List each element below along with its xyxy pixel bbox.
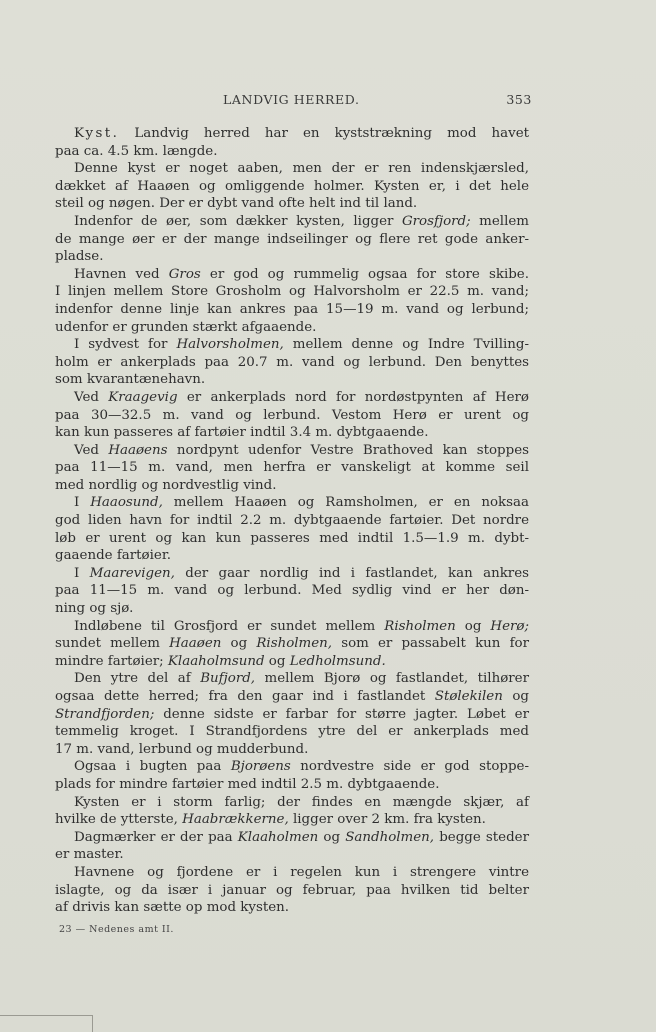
- text-run: som er passabelt kun for: [332, 636, 530, 652]
- text-run: mindre fartøier;: [55, 653, 168, 669]
- text-line: [55, 723, 529, 741]
- text-line: [55, 125, 529, 143]
- italic-place-name: Halvorsholmen,: [176, 337, 284, 353]
- text-run: denne sidste er farbar for større jagter. Løbet er: [154, 706, 529, 722]
- text-run: hvilke de ytterste,: [55, 812, 183, 828]
- text-line: [55, 565, 529, 583]
- text-line: [55, 477, 529, 495]
- text-line: [55, 653, 529, 671]
- text-line: [55, 424, 529, 442]
- text-line: [55, 882, 529, 900]
- text-line: [55, 512, 529, 530]
- text-line: [55, 811, 529, 829]
- page-number: 353: [506, 92, 532, 107]
- text-line: [55, 143, 529, 161]
- text-line: [55, 829, 529, 847]
- text-run: paa 30—32.5 m. vand og lerbund. Vestom Herø er urent og: [55, 407, 529, 423]
- text-run: Ved: [74, 389, 109, 405]
- text-run: Indløbene til Grosfjord er sundet mellem: [74, 618, 385, 634]
- text-line: [55, 442, 529, 460]
- text-run: Den ytre del af: [74, 671, 201, 687]
- text-line: [55, 213, 529, 231]
- text-line: [55, 582, 529, 600]
- text-run: temmelig kroget. I Strandfjordens ytre del er ankerplads med: [55, 724, 529, 740]
- text-run: af drivis kan sætte op mod kysten.: [55, 900, 290, 916]
- text-run: Ved: [74, 442, 109, 458]
- text-line: [55, 371, 529, 389]
- italic-place-name: Maarevigen,: [89, 565, 175, 581]
- text-run: gaaende fartøier.: [55, 548, 172, 564]
- text-run: mellem Haaøen og Ramsholmen, er en noksaa: [162, 495, 529, 511]
- text-run: Havnen ved: [74, 266, 169, 282]
- text-run: og: [455, 618, 491, 634]
- italic-place-name: Haaøen: [169, 636, 222, 652]
- text-line: [55, 864, 529, 882]
- italic-place-name: Bufjord,: [200, 671, 256, 687]
- text-line: [55, 530, 529, 548]
- text-run: I sydvest for: [74, 337, 177, 353]
- text-run: ning og sjø.: [55, 601, 134, 617]
- text-run: nordvestre side er god stoppe-: [290, 759, 530, 775]
- text-line: [55, 160, 529, 178]
- italic-place-name: Kraagevig: [108, 389, 178, 405]
- text-run: I: [74, 495, 91, 511]
- italic-place-name: Risholmen: [384, 618, 456, 634]
- text-run: ligger over 2 km. fra kysten.: [288, 812, 486, 828]
- text-line: [55, 319, 529, 337]
- text-run: med nordlig og nordvestlig vind.: [55, 477, 277, 493]
- italic-place-name: Sandholmen,: [345, 829, 435, 845]
- text-run: de mange øer er der mange indseilinger og flere ret gode anker-: [55, 231, 529, 247]
- text-run: plads for mindre fartøier med indtil 2.5 m. dybtgaaende.: [55, 776, 440, 792]
- text-run: Kyst.: [74, 126, 120, 141]
- body-text: [55, 125, 529, 917]
- text-line: [55, 618, 529, 636]
- italic-place-name: Ledholmsund.: [289, 653, 386, 669]
- text-run: og: [502, 689, 529, 704]
- text-line: [55, 389, 529, 407]
- text-run: Dagmærker er der paa: [74, 829, 238, 845]
- text-run: indenfor denne linje kan ankres paa 15—19 m. vand og lerbund;: [55, 301, 529, 317]
- text-line: [55, 407, 529, 425]
- text-run: kan kun passeres af fartøier indtil 3.4 m. dybtgaaende.: [55, 425, 429, 441]
- italic-place-name: Risholmen,: [256, 636, 333, 652]
- italic-place-name: Herø;: [490, 618, 529, 634]
- text-run: Ogsaa i bugten paa: [74, 759, 231, 775]
- italic-place-name: Stølekilen: [434, 689, 503, 704]
- italic-place-name: Klaaholmsund: [167, 653, 265, 669]
- text-run: mellem: [470, 213, 529, 229]
- text-line: [55, 266, 529, 284]
- text-line: [55, 547, 529, 565]
- italic-place-name: Grosfjord;: [401, 213, 471, 229]
- text-run: islagte, og da især i januar og februar, paa hvilken tid belter: [55, 882, 529, 898]
- text-run: begge steder: [434, 829, 529, 845]
- text-run: I: [74, 565, 90, 581]
- text-run: og: [221, 636, 257, 652]
- scan-edge-mark: [0, 1015, 93, 1032]
- text-run: 17 m. vand, lerbund og mudderbund.: [55, 741, 309, 757]
- text-line: [55, 776, 529, 794]
- italic-place-name: Strandfjorden;: [55, 706, 155, 722]
- text-run: er ankerplads nord for nordøstpynten af Herø: [177, 389, 529, 405]
- text-line: [55, 758, 529, 776]
- text-line: [55, 688, 529, 706]
- text-line: [55, 494, 529, 512]
- italic-place-name: Gros: [168, 266, 201, 282]
- text-run: paa ca. 4.5 km. længde.: [55, 143, 218, 159]
- text-run: mellem denne og Indre Tvilling-: [283, 337, 529, 353]
- text-run: der gaar nordlig ind i fastlandet, kan ankres: [174, 565, 530, 581]
- text-run: sundet mellem: [55, 636, 170, 652]
- text-run: udenfor er grunden stærkt afgaaende.: [55, 319, 317, 335]
- text-line: [55, 248, 529, 266]
- text-run: dækket af Haaøen og omliggende holmer. Kysten er, i det hele: [55, 178, 529, 194]
- italic-place-name: Haaosund,: [90, 495, 163, 511]
- text-run: Kysten er i storm farlig; der findes en mængde skjær, af: [74, 794, 529, 810]
- text-run: steil og nøgen. Der er dybt vand ofte helt ind til land.: [55, 196, 418, 212]
- text-run: og: [264, 653, 290, 669]
- text-run: Landvig herred har en kyststrækning mod havet: [119, 126, 529, 141]
- text-line: [55, 670, 529, 688]
- text-run: Denne kyst er noget aaben, men der er ren indenskjærsled,: [74, 161, 529, 177]
- text-run: nordpynt udenfor Vestre Brathoved kan stoppes: [167, 442, 529, 458]
- text-run: som kvarantænehavn.: [55, 372, 206, 388]
- text-run: Indenfor de øer, som dækker kysten, ligger: [74, 213, 402, 229]
- text-run: god liden havn for indtil 2.2 m. dybtgaaende fartøier. Det nordre: [55, 513, 529, 529]
- header-title: LANDVIG HERRED.: [223, 92, 360, 107]
- text-run: og: [318, 829, 346, 845]
- printer-signature: 23 — Nedenes amt II.: [59, 924, 174, 935]
- text-line: [55, 178, 529, 196]
- text-line: [55, 600, 529, 618]
- text-run: I linjen mellem Store Grosholm og Halvorsholm er 22.5 m. vand;: [55, 284, 529, 300]
- text-line: [55, 899, 529, 917]
- text-run: ogsaa dette herred; fra den gaar ind i fastlandet: [55, 689, 435, 704]
- text-run: pladse.: [55, 249, 104, 265]
- text-run: mellem Bjorø og fastlandet, tilhører: [255, 671, 529, 687]
- text-line: [55, 336, 529, 354]
- italic-place-name: Bjorøens: [230, 759, 291, 775]
- text-run: løb er urent og kan kun passeres med indtil 1.5—1.9 m. dybt-: [55, 530, 529, 546]
- italic-place-name: Klaaholmen: [237, 829, 319, 845]
- text-line: [55, 706, 529, 724]
- text-line: [55, 231, 529, 249]
- text-run: paa 11—15 m. vand og lerbund. Med sydlig vind er her døn-: [55, 583, 529, 599]
- text-line: [55, 283, 529, 301]
- text-line: [55, 635, 529, 653]
- italic-place-name: Haaøens: [108, 442, 168, 458]
- text-run: er master.: [55, 847, 124, 863]
- text-line: [55, 301, 529, 319]
- text-line: [55, 794, 529, 812]
- text-run: er god og rummelig ogsaa for store skibe.: [200, 266, 529, 282]
- text-run: paa 11—15 m. vand, men herfra er vanskeligt at komme seil: [55, 460, 529, 476]
- text-line: [55, 354, 529, 372]
- text-run: holm er ankerplads paa 20.7 m. vand og lerbund. Den benyttes: [55, 354, 529, 370]
- text-line: [55, 195, 529, 213]
- text-line: [55, 741, 529, 759]
- text-run: Havnene og fjordene er i regelen kun i strengere vintre: [74, 864, 529, 880]
- text-line: [55, 459, 529, 477]
- text-line: [55, 846, 529, 864]
- italic-place-name: Haabrækkerne,: [182, 812, 289, 828]
